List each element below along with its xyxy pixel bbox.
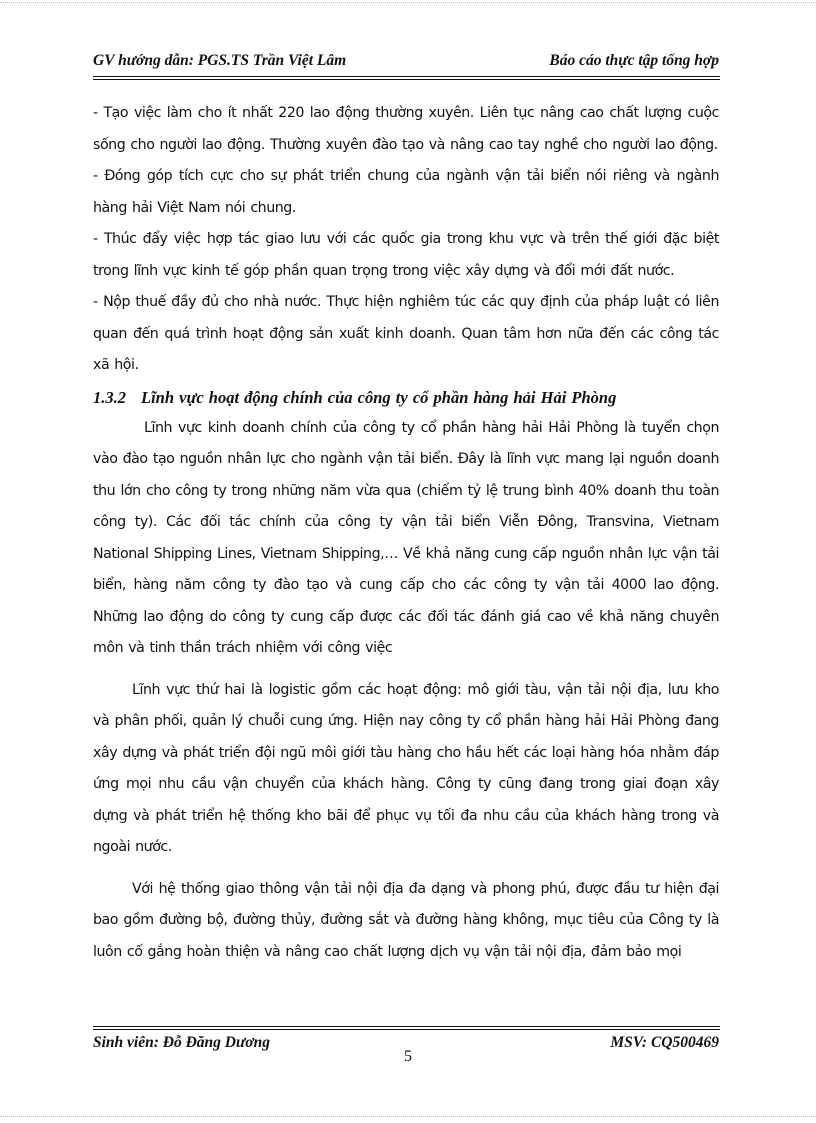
- footer-rule: [93, 1026, 720, 1030]
- bullet-item: - Tạo việc làm cho ít nhất 220 lao động thường xuyên. Liên tục nâng cao chất lượng cuộc sống cho người lao động. Thường xuyên đào tạo và nâng cao tay nghề cho người lao động.: [93, 105, 719, 153]
- header-advisor: GV hướng dẫn: PGS.TS Trần Việt Lâm: [93, 52, 347, 69]
- footer-student-id: MSV: CQ500469: [610, 1034, 719, 1051]
- bullet-item: - Nộp thuế đầy đủ cho nhà nước. Thực hiện nghiêm túc các quy định của pháp luật có liên quan đến quá trình hoạt động sản xuất kinh doanh. Quan tâm hơn nữa đến các công tác xã hội.: [93, 294, 719, 373]
- page-number: 5: [404, 1048, 412, 1065]
- section-number: 1.3.2: [93, 387, 126, 407]
- header-rule: [93, 76, 720, 80]
- body-paragraph: Lĩnh vực thứ hai là logistic gồm các hoạt động: mô giới tàu, vận tải nội địa, lưu kho và phân phối, quản lý chuỗi cung ứng. Hiện nay công ty cổ phần hàng hải Hải Phòng đang xây dựng và phát triển đội ngũ môi giới tàu hàng cho hầu hết các loại hàng hóa nhằm đáp ứng mọi nhu cầu vận chuyển của khách hàng. Công ty cũng đang trong giai đoạn xây dựng và phát triển hệ thống kho bãi để phục vụ tối đa nhu cầu của khách hàng trong và ngoài nước.: [93, 681, 719, 855]
- section-heading: [93, 382, 719, 413]
- bullet-item: - Thúc đẩy việc hợp tác giao lưu với các quốc gia trong khu vực và trên thế giới đặc biệt trong lĩnh vực kinh tế góp phần quan trọng trong việc xây dựng và đổi mới đất nước.: [93, 231, 719, 279]
- footer-student: Sinh viên: Đỗ Đăng Dương: [93, 1034, 270, 1051]
- page-body: [93, 98, 719, 968]
- page-header: [93, 52, 719, 78]
- bullet-item: - Đóng góp tích cực cho sự phát triển chung của ngành vận tải biển nói riêng và ngành hàng hải Việt Nam nói chung.: [93, 168, 719, 216]
- section-title: Lĩnh vực hoạt động chính của công ty cổ phần hàng hải Hải Phòng: [141, 387, 617, 407]
- body-paragraph: Với hệ thống giao thông vận tải nội địa đa dạng và phong phú, được đầu tư hiện đại bao gồm đường bộ, đường thủy, đường sắt và đường hàng không, mục tiêu của Công ty là luôn cố gắng hoàn thiện và nâng cao chất lượng dịch vụ vận tải nội địa, đảm bảo mọi: [93, 880, 719, 960]
- body-paragraph: Lĩnh vực kinh doanh chính của công ty cổ phần hàng hải Hải Phòng là tuyển chọn vào đào tạo nguồn nhân lực cho ngành vận tải biển. Đây là lĩnh vực mang lại nguồn doanh thu lớn cho công ty trong những năm vừa qua (chiếm tỷ lệ trung bình 40% doanh thu toàn công ty). Các đối tác chính của công ty vận tải biển Viễn Đông, Transvina, Vietnam National Shipping Lines, Vietnam Shipping,… Về khả năng cung cấp nguồn nhân lực vận tải biển, hàng năm công ty đào tạo và cung cấp cho các công ty vận tải 4000 lao động. Những lao động do công ty cung cấp được các đối tác đánh giá cao về khả năng chuyên môn và tinh thần trách nhiệm với công việc: [93, 419, 719, 656]
- header-report-title: Báo cáo thực tập tổng hợp: [549, 52, 719, 69]
- page-edge-top: [0, 2, 816, 3]
- page-edge-bottom: [0, 1116, 816, 1117]
